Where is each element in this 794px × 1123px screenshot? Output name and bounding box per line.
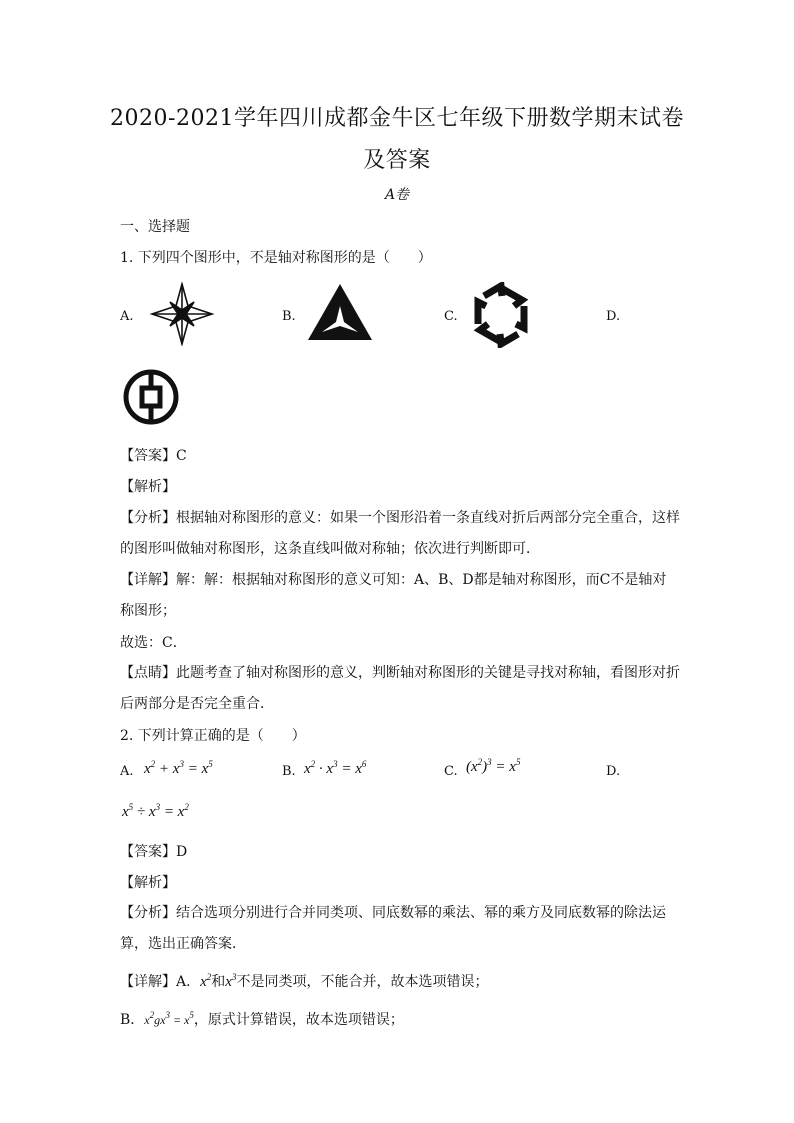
q1-option-d-label: D.: [606, 309, 621, 324]
q1-detailed-solution: 【详解】解：解：根据轴对称图形的意义可知：A、B、D都是轴对称图形，而C不是轴对称图形；: [120, 572, 667, 619]
q2-detail-label: 【详解】A．: [120, 974, 201, 990]
question-1-stem: 1. 下列四个图形中，不是轴对称图形的是（ ）: [120, 250, 432, 266]
q2-answer: 【答案】D: [120, 844, 188, 860]
q2-detailed-solution-b: [120, 1010, 404, 1030]
page-title: 2020-2021学年四川成都金牛区七年级下册数学期末试卷及答案: [110, 106, 684, 173]
q2-option-a-formula: $x^2 + x^3 = x^5$: [144, 759, 213, 777]
q2-option-d-formula: $x^5 \div x^3 = x^2$: [122, 802, 189, 820]
q1-option-c-label: C.: [444, 309, 458, 324]
triangle-logo-icon: [306, 282, 374, 342]
q1-choice: 故选：C．: [120, 635, 187, 651]
q2-detailed-solution-a: [120, 972, 488, 992]
q2-detail-term-2: $x^3$: [225, 972, 237, 990]
q2-detail-b-text: ，原式计算错误，故本选项错误；: [193, 1012, 404, 1028]
q2-detail-and: 和: [211, 974, 226, 990]
q1-key-point: 【点睛】此题考查了轴对称图形的意义，判断轴对称图形的关键是寻找对称轴，看图形对折后两部分是否完全重合．: [120, 665, 680, 712]
paper-section-label: A卷: [384, 187, 410, 203]
section-heading: 一、选择题: [120, 219, 190, 235]
q1-option-a-label: A.: [120, 309, 134, 324]
q2-option-c-formula: $(x^2)^3 = x^5$: [466, 757, 521, 775]
q2-option-c-label: C.: [444, 764, 458, 779]
ancient-coin-icon: [120, 368, 182, 426]
q2-option-a-label: A.: [120, 764, 134, 779]
q2-detail-text: 不是同类项，不能合并，故本选项错误；: [236, 974, 489, 990]
q2-detail-b-formula: $x^2gx^3 = x^5$: [144, 1010, 194, 1027]
q1-answer: 【答案】C: [120, 448, 187, 464]
q2-analysis: 【分析】结合选项分别进行合并同类项、同底数幂的乘法、幂的乘方及同底数幂的除法运算，选出正确答案．: [120, 905, 666, 952]
compass-star-icon: [148, 282, 216, 346]
q1-option-b-label: B.: [282, 309, 296, 324]
q2-option-d-label: D.: [606, 764, 621, 779]
q2-analysis-heading: 【解析】: [120, 875, 176, 891]
hexagon-swirl-logo-icon: [470, 282, 532, 348]
q2-option-b-label: B.: [282, 764, 296, 779]
q2-detail-b-label: B．: [120, 1012, 145, 1028]
q2-option-b-formula: $x^2 \cdot x^3 = x^6$: [304, 759, 367, 777]
q2-detail-term-1: $x^2$: [200, 972, 212, 990]
q1-analysis: 【分析】根据轴对称图形的意义：如果一个图形沿着一条直线对折后两部分完全重合，这样的图形叫做轴对称图形，这条直线叫做对称轴；依次进行判断即可．: [120, 510, 680, 557]
q1-analysis-heading: 【解析】: [120, 479, 176, 495]
question-2-stem: 2. 下列计算正确的是（ ）: [120, 728, 306, 744]
